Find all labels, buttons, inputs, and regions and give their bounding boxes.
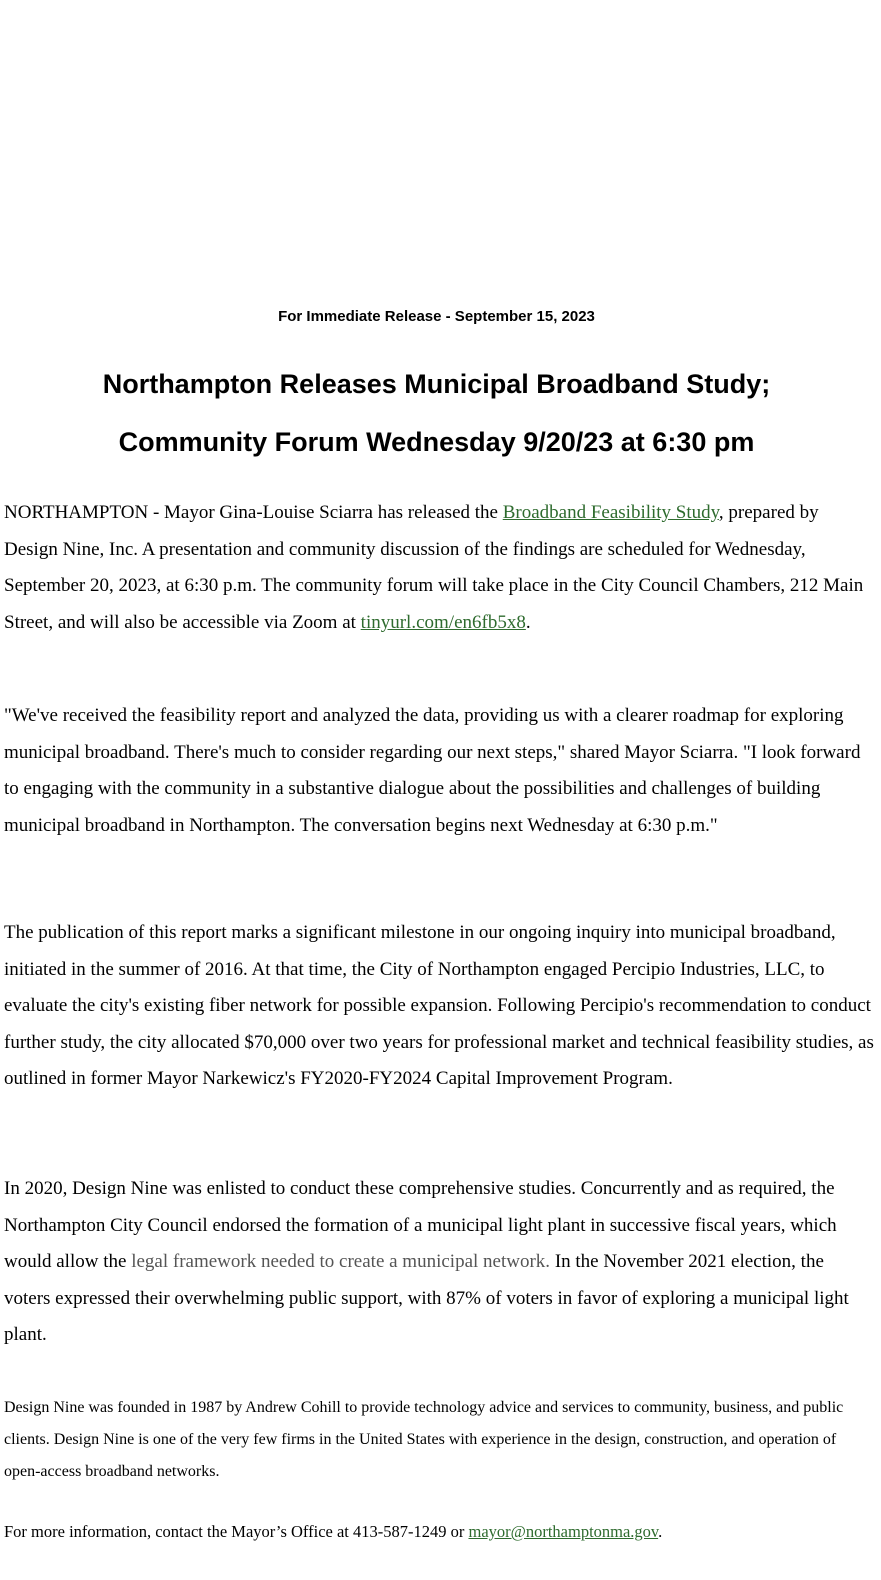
design-nine-study-paragraph bbox=[4, 1171, 874, 1354]
release-date-line: For Immediate Release - September 15, 2023 bbox=[278, 308, 595, 325]
about-design-nine-paragraph: Design Nine was founded in 1987 by Andrew Cohill to provide technology advice and services to community, business, and public clients. Design Nine is one of the very few firms in the United States with experience in the design, construction, and operation of open-access broadband networks. bbox=[4, 1399, 844, 1480]
broadband-study-link[interactable]: Broadband Feasibility Study bbox=[502, 502, 719, 523]
contact-text: For more information, contact the Mayor’s Office at 413-587-1249 or bbox=[4, 1522, 469, 1541]
legal-framework-text: legal framework needed to create a municipal network. bbox=[131, 1251, 551, 1273]
email-link[interactable]: mayor@northamptonma.gov bbox=[468, 1522, 659, 1541]
p4-text-end: In the November 2021 election, the voters expressed their overwhelming public support, with 87% of voters in favor of exploring a municipal light plant. bbox=[4, 1251, 849, 1346]
mayor-quote-paragraph: "We've received the feasibility report and analyzed the data, providing us with a clearer roadmap for exploring municipal broadband. There's much to consider regarding our next steps," shared Mayor Sciarra. "I look forward to engaging with the community in a substantive dialogue about the possibilities and challenges of building municipal broadband in Northampton. The conversation begins next Wednesday at 6:30 p.m." bbox=[4, 705, 861, 836]
intro-text-continued: , prepared by Design Nine, Inc. A presentation and community discussion of the findings are scheduled for Wednesday, September 20, 2023, at 6:30 p.m. The community forum will take place in the City Council Chambers, 212 Main Street, and will also be accessible via Zoom at bbox=[4, 502, 864, 633]
headline-line-1: Northampton Releases Municipal Broadband Study; bbox=[102, 369, 771, 399]
history-paragraph: The publication of this report marks a significant milestone in our ongoing inquiry into municipal broadband, initiated in the summer of 2016. At that time, the City of Northampton engaged Percipio Industries, LLC, to evaluate the city's existing fiber network for possible expansion. Following Percipio's recommendation to conduct further study, the city allocated $70,000 over two years for professional market and technical feasibility studies, as outlined in former Mayor Narkewicz's FY2020-FY2024 Capital Improvement Program. bbox=[4, 922, 874, 1090]
intro-paragraph bbox=[4, 495, 874, 641]
intro-text-end: . bbox=[525, 611, 531, 633]
headline-line-2: Community Forum Wednesday 9/20/23 at 6:30 pm bbox=[118, 427, 755, 457]
zoom-link[interactable]: tinyurl.com/en6fb5x8 bbox=[360, 611, 526, 633]
contact-text-end: . bbox=[658, 1522, 663, 1541]
p4-text: In 2020, Design Nine was enlisted to conduct these comprehensive studies. Concurrently and as required, the Northampton City Council endorsed the formation of a municipal light plant in successive fiscal years, which would allow the bbox=[4, 1178, 837, 1273]
contact-paragraph bbox=[4, 1518, 874, 1546]
intro-text: NORTHAMPTON - Mayor Gina-Louise Sciarra has released the bbox=[4, 502, 503, 523]
